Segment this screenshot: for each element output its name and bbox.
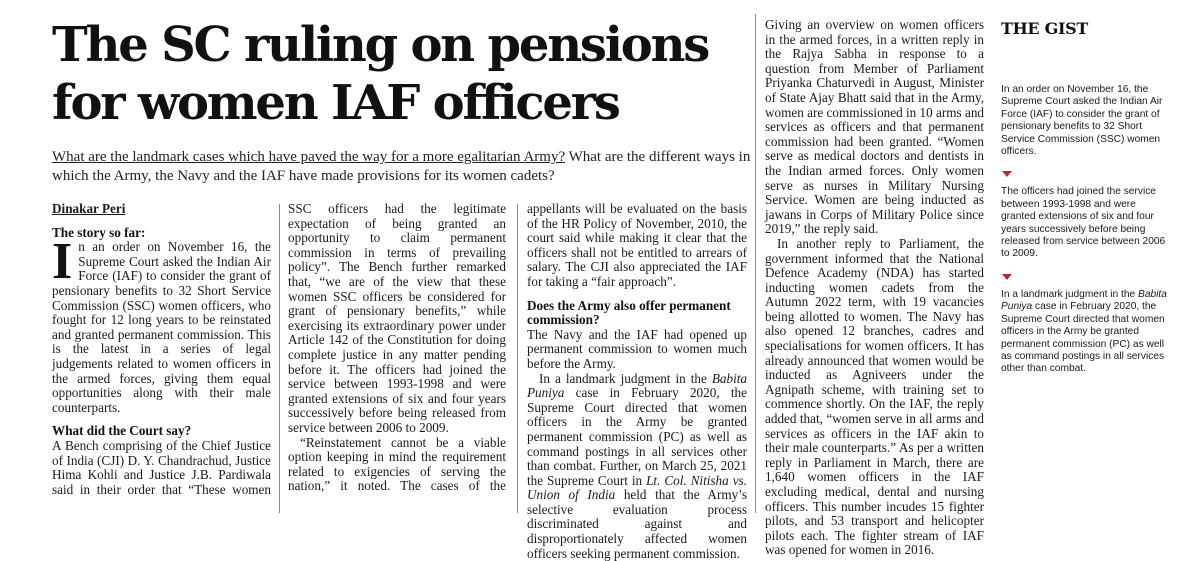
section-heading: Does the Army also offer permanent commission? (527, 297, 731, 328)
triangle-down-icon (1002, 171, 1012, 177)
subheadline-question-1: What are the landmark cases which have paved the way for a more egalitarian Army? (52, 149, 566, 165)
article-paragraph: In another reply to Parliament, the government informed that the National Defence Academy (NDA) has started inducting women cadets from the Autumn 2022 term, with 19 vacancies being allotted to women. The Navy has also opened 12 branches, cadres and specialisations for women officers. It has already announced that women would be inducted as Agniveers under the Agnipath scheme, with training set to commence shortly. On the IAF, the reply added that, “women serve in all arms and services as officers in the IAF akin to their male counterparts.” As per a written reply in Parliament in March, there are 1,640 women officers in the IAF excluding medical, dental and nursing officers. This number incudes 15 fighter pilots, and 53 transport and helicopter pilots each. The fighter stream of IAF was opened for women in 2016. (765, 235, 984, 558)
section-heading: The story so far: (52, 224, 146, 240)
gist-text: case in February 2020, the Supreme Court directed that women officers in the Army be granted permanent commission (PC) as well as command postings in all services other than combat. (1001, 301, 1165, 375)
paragraph-text: In a landmark judgment in the (539, 370, 712, 386)
article-paragraph-continued: Giving an overview on women officers in the armed forces, in a written reply in the Rajya Sabha in response to a question from Member of Parliament Priyanka Chaturvedi in August, Minister of State Ajay Bhatt said that in the Army, women are commissioned in 10 arms and services as officers and that permanent commission had been granted. “Women serve as medical doctors and dentists in the Indian armed forces. Only women serve as nurses in Military Nursing Service. Women are being inducted as jawans in Corps of Military Police since 2019,” the reply said. (765, 17, 985, 237)
gist-title: THE GIST (1001, 19, 1088, 38)
article-paragraph-continued: SSC officers had the legitimate expectation of being granted an opportunity to claim permanent commission in terms of prevailing policy”. The Bench further remarked that, “we are of the view that these women SSC officers be considered for grant of pensionary benefits,” while exercising its extraordinary power under Article 142 of the Constitution for doing complete justice in any matter pending before it. The officers had joined the service between 1993-1998 and were granted extensions of six and four years successively before being released from service between 2006 to 2009. (288, 201, 506, 435)
gist-item: In an order on November 16, the Supreme Court asked the Indian Air Force (IAF) to consider the grant of pensionary benefits to 32 Short Service Commission (SSC) women officers. (1001, 84, 1163, 158)
case-name: Babita Puniya (1001, 288, 1167, 313)
article-column-3 (527, 202, 747, 561)
column-rule (517, 204, 518, 513)
article-paragraph (527, 372, 747, 561)
subheadline-question-2: What are the different ways in which the Army, the Navy and the IAF have made provisions for its women cadets? (52, 149, 751, 184)
gist-text: In a landmark judgment in the (1001, 288, 1139, 300)
drop-cap: I (52, 233, 73, 291)
article-column-2 (288, 202, 506, 494)
case-name: Babita Puniya (527, 370, 747, 401)
case-name: Lt. Col. Nitisha vs. Union of India (527, 472, 747, 503)
article-column-4 (765, 18, 984, 558)
gist-sidebar (1001, 18, 1173, 376)
article-paragraph-flowing: A Bench comprising of the Chief Justice of India (CJI) D. Y. Chandrachud, Justice Hima Kohli and Justice J.B. Pardiwala said in their order that “These women (52, 437, 271, 497)
paragraph-text: held that the Army’s selective evaluation process discriminated against and disproportionately affected women officers seeking permanent commission. (527, 487, 747, 561)
article-paragraph-flowing: “Reinstatement cannot be a viable option keeping in mind the requirement related to exigencies of serving the nation,” it noted. The cases of the (288, 434, 506, 494)
article-column-1 (52, 202, 271, 497)
article-paragraph (52, 233, 271, 415)
byline[interactable]: Dinakar Peri (52, 201, 126, 216)
gist-item: The officers had joined the service between 1993-1998 and were granted extensions of six and four years successively before being released from service between 2006 to 2009. (1001, 186, 1166, 260)
column-rule (755, 14, 756, 513)
paragraph-text: n an order on November 16, the Supreme Court asked the Indian Air Force (IAF) to consider the grant of pensionary benefits to 32 Short Service Commission (SSC) women officers, who fought for 12 long years to be reinstated and granted permanent commission. This is the latest in a series of legal judgements related to women officers in the armed forces, giving them equal opportunities along with their male counterparts. (52, 239, 271, 415)
headline: The SC ruling on pensions for women IAF officers (52, 17, 709, 131)
gist-item (1001, 289, 1173, 376)
article-paragraph: The Navy and the IAF had opened up permanent commission to women much before the Army. (527, 326, 747, 371)
triangle-down-icon (1002, 274, 1012, 280)
section-heading: What did the Court say? (52, 423, 192, 439)
article-paragraph-continued: appellants will be evaluated on the basis of the HR Policy of November, 2010, the court said while making it clear that the officers shall not be entitled to arrears of salary. The CJI also appreciated the IAF for taking a “fair approach”. (527, 201, 747, 289)
paragraph-text: case in February 2020, the Supreme Court directed that women officers in the Army be granted permanent commission (PC) as well as command postings in all services other than combat. Further, on March 25, 2021 the Supreme Court in (527, 385, 747, 488)
column-rule (279, 204, 280, 513)
subheadline (52, 148, 752, 186)
